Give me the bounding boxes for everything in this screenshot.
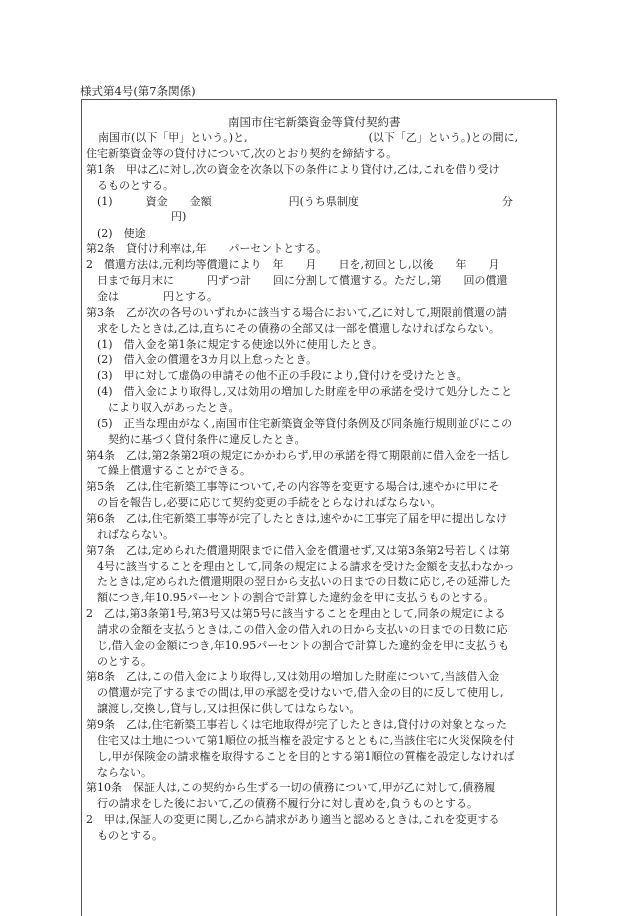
article-line: 金は 円とする。 [97,290,218,303]
article-line: の償還が完了するまでの間は,甲の承認を受けないで,借入金の目的に反して使用し, [97,686,504,699]
article-line: て繰上償還することができる。 [97,464,251,477]
intro-line: 住宅新築資金等の貸付けについて,次のとおり契約を締結する。 [86,147,398,160]
article-line: 2 甲は,保証人の変更に関し,乙から請求があり適当と認めるときは,これを変更する [86,813,500,826]
article-line: ればならない。 [97,528,174,541]
article-line: 第8条 乙は,この借入金により取得し,又は効用の増加した財産について,当該借入金 [86,670,500,683]
article-line: じ,借入金の金額につき,年10.95パーセントの割合で計算した違約金を甲に支払うも [97,639,510,652]
article-line: 2 乙は,第3条第1号,第3号又は第5号に該当することを理由として,同条の規定による [86,607,506,620]
article-line: 第6条 乙は,住宅新築工事等が完了したときは,速やかに工事完了届を甲に提出しなけ [86,512,507,525]
article-line: のとする。 [97,655,152,668]
article-line: 第3条 乙が次の各号のいずれかに該当する場合において,乙に対して,期限前償還の請 [86,306,507,319]
article-line: 第4条 乙は,第2条第2項の規定にかかわらず,甲の承諾を得て期限前に借入金を一括し [86,449,510,462]
article-line: 第1条 甲は乙に対し,次の資金を次条以下の条件により貸付け,乙は,これを借り受け [86,163,500,176]
article-line: 第10条 保証人は,この契約から生ずる一切の債務について,甲が乙に対して,債務履 [86,781,496,794]
article-line: 住宅又は土地について第1順位の抵当権を設定するとともに,当該住宅に火災保険を付 [97,734,515,747]
article-line: (5) 正当な理由がなく,南国市住宅新築資金等貸付条例及び同条施行規則並びにこの [97,417,513,430]
article-line: 請求の金額を支払うときは,この借入金の借入れの日から支払いの日までの日数に応 [97,623,508,636]
form-label: 様式第4号(第7条関係) [80,84,196,98]
article-line: たときは,定められた償還期限の翌日から支払いの日までの日数に応じ,その延滞した [97,575,511,588]
article-line: ならない。 [97,766,152,779]
article-line: 円) [171,210,187,223]
article-line: 第5条 乙は,住宅新築工事等について,その内容等を変更する場合は,速やかに甲にそ [86,480,500,493]
article-line: るものとする。 [97,179,174,192]
article-line: 譲渡し,交換し,貸与し,又は担保に供してはならない。 [97,702,361,715]
article-line: 契約に基づく貸付条件に違反したとき。 [108,433,306,446]
article-line: 第7条 乙は,定められた償還期限までに借入金を償還せず,又は第3条第2号若しくは第 [86,544,510,557]
article-line: し,甲が保険金の請求権を取得することを目的とする第1順位の質権を設定しなければ [97,750,515,763]
intro-line: 南国市(以下「甲」という。)と, (以下「乙」という。)との間に, [98,131,519,144]
article-line: 第9条 乙は,住宅新築工事若しくは宅地取得が完了したときは,貸付けの対象となった [86,718,507,731]
article-line: の旨を報告し,必要に応じて契約変更の手続をとらなければならない。 [97,496,442,509]
article-line: ものとする。 [97,829,163,842]
article-line: 第2条 貸付け利率は,年 パーセントとする。 [86,242,328,255]
document-title: 南国市住宅新築資金等貸付契約書 [228,115,401,129]
article-line: (3) 甲に対して虚偽の申請その他不正の手段により,貸付けを受けたとき。 [97,369,468,382]
article-line: (4) 借入金により取得し,又は効用の増加した財産を甲の承諾を受けて処分したこと [97,385,513,398]
article-line: 4号に該当することを理由として,同条の規定による請求を受けた金額を支払わなかっ [97,560,515,573]
article-line: 行の請求をした後において,乙の債務不履行分に対し責めを,負うものとする。 [97,797,478,810]
article-line: 求をしたときは,乙は,直ちにその債務の全部又は一部を償還しなければならない。 [97,322,500,335]
article-line: により収入があったとき。 [108,401,240,414]
article-line: 日まで毎月末に 円ずつ計 回に分割して償還する。ただし,第 回の償還 [97,274,508,287]
article-line: (2) 使途 [97,227,146,240]
article-line: (1) 資金 金額 円(うち県制度 分 [97,195,513,208]
article-line: 2 償還方法は,元利均等償還により 年 月 日を,初回とし,以後 年 月 [86,258,500,271]
article-line: (1) 借入金を第1条に規定する使途以外に使用したとき。 [97,338,384,351]
article-line: 額につき,年10.95パーセントの割合で計算した違約金を甲に支払うものとする。 [97,591,495,604]
article-line: (2) 借入金の償還を3カ月以上怠ったとき。 [97,353,318,366]
